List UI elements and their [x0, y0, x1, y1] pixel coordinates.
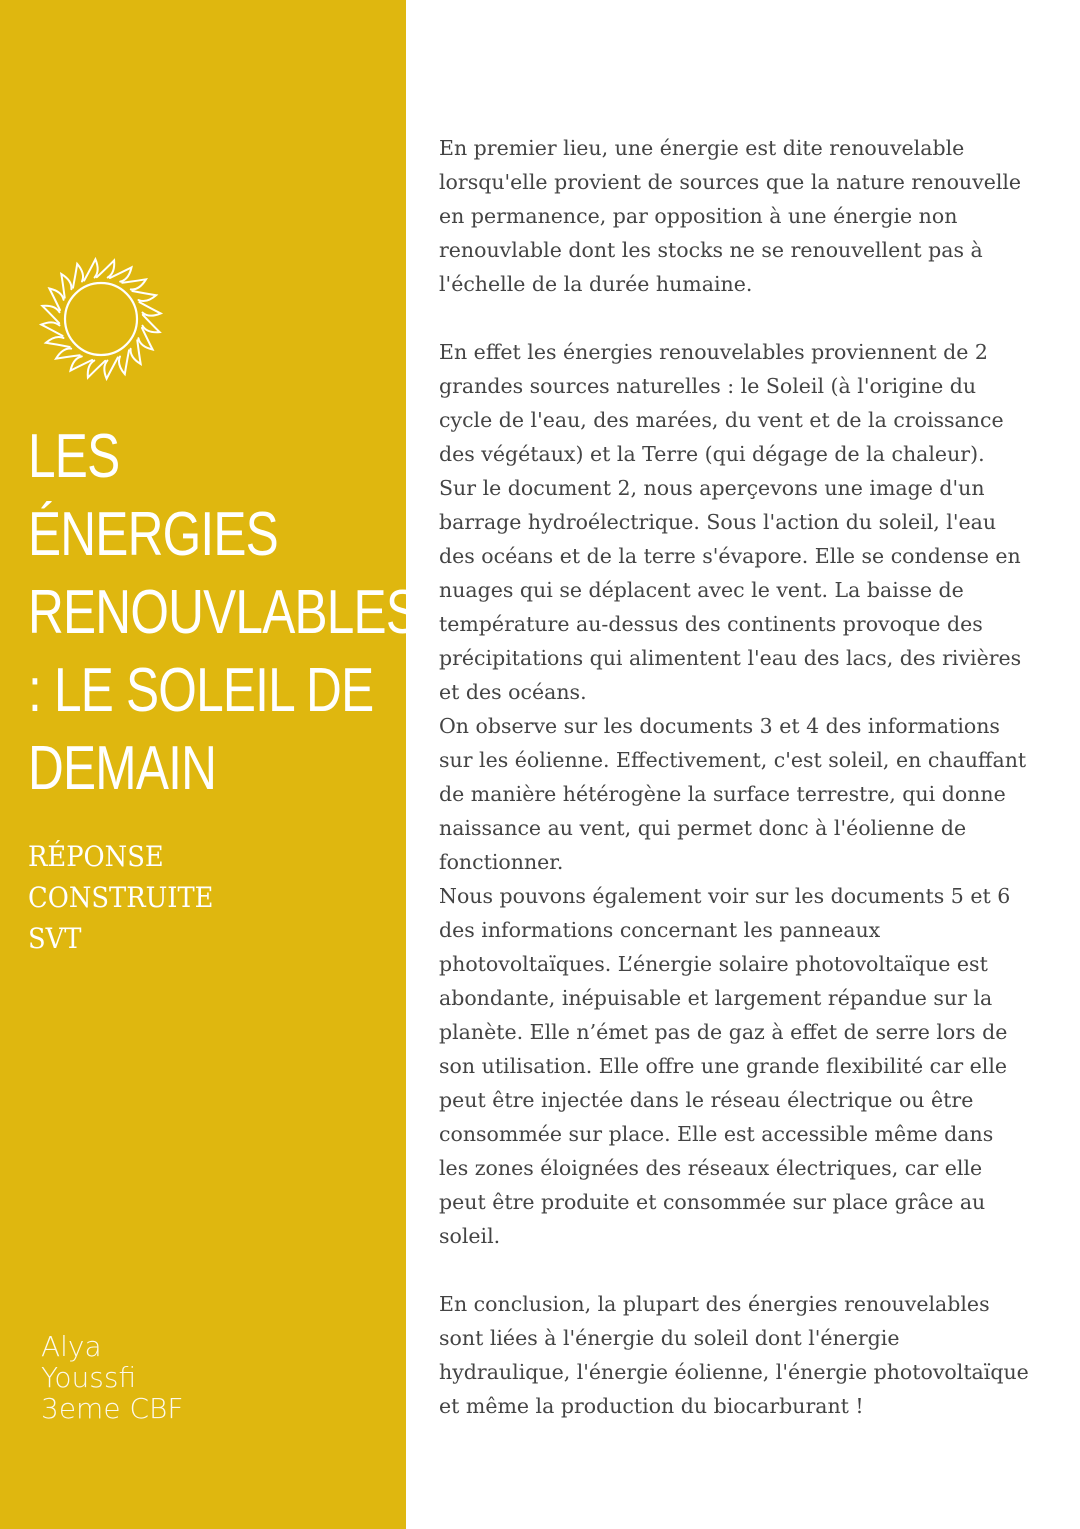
- text-line: sur les éolienne. Effectivement, c'est soleil, en chauffant: [439, 748, 1027, 772]
- text-line: grandes sources naturelles : le Soleil (à l'origine du: [439, 374, 977, 398]
- text-line: peut être injectée dans le réseau électrique ou être: [439, 1088, 974, 1112]
- author-class: 3eme CBF: [41, 1392, 184, 1425]
- text-line: précipitations qui alimentent l'eau des lacs, des rivières: [439, 646, 1022, 670]
- sun-ray: [61, 274, 71, 298]
- title-line: LES: [28, 422, 120, 491]
- text-line: planète. Elle n’émet pas de gaz à effet de serre lors de: [439, 1020, 1008, 1044]
- sun-ray: [73, 264, 83, 288]
- text-line: fonctionner.: [439, 850, 564, 874]
- main-text: [439, 131, 1054, 1423]
- title-line: ÉNERGIES: [28, 500, 278, 569]
- text-line: consommée sur place. Elle est accessible même dans: [439, 1122, 994, 1146]
- text-line: soleil.: [439, 1224, 501, 1248]
- sun-ray: [104, 357, 118, 378]
- text-line: en permanence, par opposition à une énergie non: [439, 204, 958, 228]
- sun-ray: [88, 361, 105, 378]
- text-line: et des océans.: [439, 680, 587, 704]
- sun-ray: [132, 291, 156, 301]
- author-block: [41, 1331, 183, 1424]
- document-title: [28, 418, 419, 808]
- sun-ray: [131, 340, 141, 364]
- text-line: des informations concernant les panneaux: [439, 918, 881, 942]
- sun-ray: [139, 302, 160, 316]
- text-line: et même la production du biocarburant !: [439, 1394, 864, 1418]
- text-line: les zones éloignées des réseaux électriques, car elle: [439, 1156, 983, 1180]
- title-line: RENOUVLABLES: [28, 578, 419, 647]
- text-line: température au-dessus des continents provoque des: [439, 612, 983, 636]
- sun-ray: [97, 260, 114, 277]
- document-subtitle: [28, 836, 213, 959]
- text-line: sont liées à l'énergie du soleil dont l'énergie: [439, 1326, 900, 1350]
- sun-icon: [22, 244, 180, 394]
- text-line: On observe sur les documents 3 et 4 des informations: [439, 714, 1000, 738]
- text-line: Nous pouvons également voir sur les documents 5 et 6: [439, 884, 1011, 908]
- text-line: des océans et de la terre s'évapore. Elle se condense en: [439, 544, 1021, 568]
- paragraph-intro: [439, 131, 1054, 301]
- text-line: lorsqu'elle provient de sources que la nature renouvelle: [439, 170, 1022, 194]
- text-line: cycle de l'eau, des marées, du vent et de la croissance: [439, 408, 1004, 432]
- sun-ray: [42, 306, 59, 323]
- text-line: abondante, inépuisable et largement répandue sur la: [439, 986, 993, 1010]
- author-last-name: Youssfi: [41, 1361, 137, 1394]
- text-line: peut être produite et consommée sur place grâce au: [439, 1190, 986, 1214]
- sun-ray: [119, 350, 129, 374]
- text-line: En effet les énergies renouvelables proviennent de 2: [439, 340, 988, 364]
- text-line: nuages qui se déplacent avec le vent. La baisse de: [439, 578, 964, 602]
- sun-ray: [41, 322, 62, 336]
- sun-ray: [46, 337, 70, 347]
- text-line: Sur le document 2, nous aperçevons une image d'un: [439, 476, 985, 500]
- title-line: DEMAIN: [28, 734, 217, 803]
- text-line: En conclusion, la plupart des énergies renouvelables: [439, 1292, 990, 1316]
- sun-ray: [56, 349, 80, 359]
- text-line: son utilisation. Elle offre une grande flexibilité car elle: [439, 1054, 1008, 1078]
- sun-ray: [84, 259, 98, 280]
- text-line: hydraulique, l'énergie éolienne, l'énergie photovoltaïque: [439, 1360, 1029, 1384]
- text-line: barrage hydroélectrique. Sous l'action du soleil, l'eau: [439, 510, 997, 534]
- sidebar-panel: [0, 0, 419, 1529]
- title-line: : LE SOLEIL DE: [28, 656, 374, 725]
- text-line: des végétaux) et la Terre (qui dégage de la chaleur).: [439, 442, 985, 466]
- sun-ray: [122, 279, 146, 289]
- text-line: photovoltaïques. L’énergie solaire photovoltaïque est: [439, 952, 988, 976]
- subtitle-line: SVT: [28, 922, 82, 955]
- subtitle-line: RÉPONSE: [28, 840, 164, 873]
- text-line: l'échelle de la durée humaine.: [439, 272, 753, 296]
- text-line: En premier lieu, une énergie est dite renouvelable: [439, 136, 965, 160]
- text-line: renouvlable dont les stocks ne se renouvellent pas à: [439, 238, 983, 262]
- paragraph-conclusion: [439, 1287, 1054, 1423]
- author-first-name: Alya: [41, 1330, 102, 1363]
- subtitle-line: CONSTRUITE: [28, 881, 214, 914]
- sun-ray: [143, 315, 160, 332]
- paragraph-development: [439, 335, 1054, 1253]
- text-line: naissance au vent, qui permet donc à l'éolienne de: [439, 816, 967, 840]
- text-line: de manière hétérogène la surface terrestre, qui donne: [439, 782, 1006, 806]
